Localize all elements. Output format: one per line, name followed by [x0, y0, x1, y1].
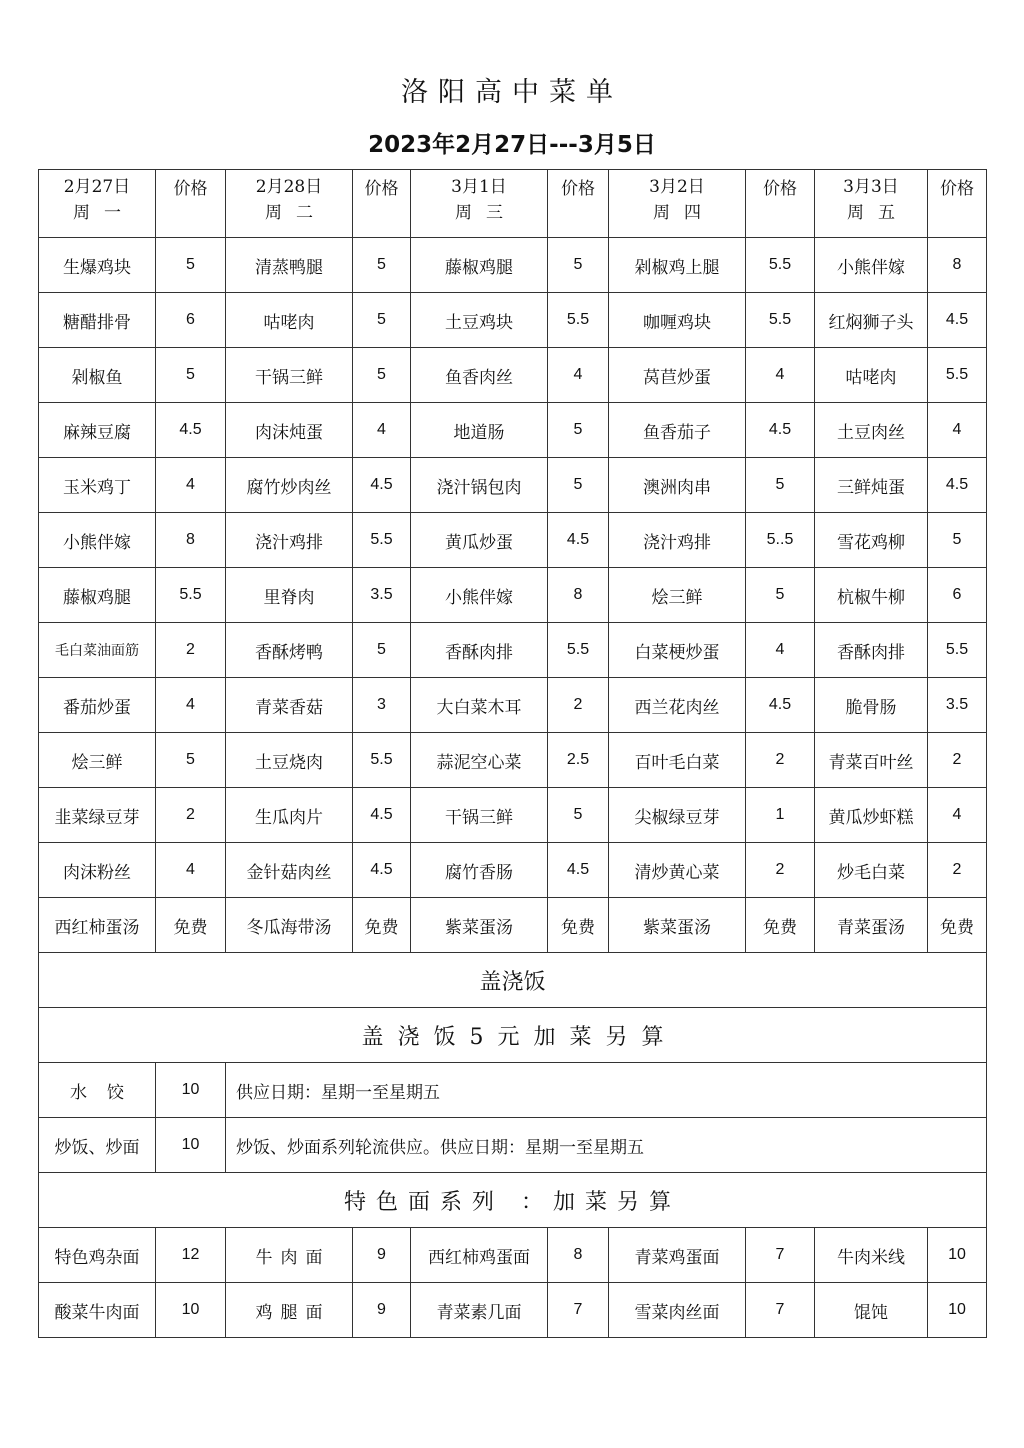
rice-section-note: 盖浇饭5元加菜另算 — [39, 1008, 987, 1063]
dish-price: 3.5 — [928, 678, 987, 733]
dish-price: 5.5 — [548, 623, 609, 678]
rice-item-desc: 供应日期：星期一至星期五 — [226, 1063, 987, 1118]
menu-row — [39, 568, 987, 623]
dish-price: 4 — [928, 403, 987, 458]
dish-name: 藤椒鸡腿 — [411, 238, 548, 293]
dish-price: 5.5 — [548, 293, 609, 348]
dish-name: 剁椒鱼 — [39, 348, 156, 403]
dish-name: 鱼香肉丝 — [411, 348, 548, 403]
dish-price: 6 — [928, 568, 987, 623]
dish-price: 5.5 — [353, 513, 411, 568]
dish-name: 炒毛白菜 — [815, 843, 928, 898]
rice-section-note-row — [39, 1008, 987, 1063]
dish-name: 香酥烤鸭 — [226, 623, 353, 678]
dish-name: 腐竹炒肉丝 — [226, 458, 353, 513]
dish-price: 5 — [353, 348, 411, 403]
dish-name: 糖醋排骨 — [39, 293, 156, 348]
dish-name: 雪花鸡柳 — [815, 513, 928, 568]
dish-price: 4.5 — [746, 403, 815, 458]
noodle-name: 牛肉面 — [226, 1228, 353, 1283]
menu-row — [39, 843, 987, 898]
rice-item-price: 10 — [156, 1063, 226, 1118]
dish-name: 小熊伴嫁 — [815, 238, 928, 293]
dish-price: 2 — [156, 623, 226, 678]
dish-price: 5 — [928, 513, 987, 568]
dish-name: 腐竹香肠 — [411, 843, 548, 898]
noodle-price: 10 — [928, 1283, 987, 1338]
dish-price: 5.5 — [928, 623, 987, 678]
dish-price: 5 — [156, 348, 226, 403]
dish-price: 5.5 — [746, 238, 815, 293]
dish-price: 5 — [548, 788, 609, 843]
dish-price: 4.5 — [928, 458, 987, 513]
dish-name: 莴苣炒蛋 — [609, 348, 746, 403]
header-row — [39, 170, 987, 238]
rice-item-name: 水饺 — [39, 1063, 156, 1118]
price-header: 价格 — [746, 170, 815, 238]
dish-name: 番茄炒蛋 — [39, 678, 156, 733]
dish-price: 免费 — [928, 898, 987, 953]
dish-price: 4.5 — [353, 788, 411, 843]
dish-price: 5 — [156, 238, 226, 293]
dish-name: 土豆鸡块 — [411, 293, 548, 348]
menu-row — [39, 403, 987, 458]
dish-price: 4.5 — [156, 403, 226, 458]
dish-name: 清蒸鸭腿 — [226, 238, 353, 293]
noodle-price: 9 — [353, 1283, 411, 1338]
dish-price: 2 — [548, 678, 609, 733]
dish-price: 4.5 — [746, 678, 815, 733]
rice-item-row — [39, 1118, 987, 1173]
dish-price: 8 — [156, 513, 226, 568]
noodle-name: 酸菜牛肉面 — [39, 1283, 156, 1338]
dish-name: 白菜梗炒蛋 — [609, 623, 746, 678]
noodle-name: 馄饨 — [815, 1283, 928, 1338]
day-header: 2月28日 周二 — [226, 170, 353, 238]
dish-price: 8 — [548, 568, 609, 623]
noodle-price: 7 — [746, 1283, 815, 1338]
dish-name: 烩三鲜 — [39, 733, 156, 788]
noodle-name: 青菜素几面 — [411, 1283, 548, 1338]
price-header: 价格 — [353, 170, 411, 238]
dish-price: 4.5 — [353, 843, 411, 898]
dish-name: 小熊伴嫁 — [411, 568, 548, 623]
dish-name: 藤椒鸡腿 — [39, 568, 156, 623]
dish-name: 咖喱鸡块 — [609, 293, 746, 348]
dish-price: 2 — [928, 733, 987, 788]
dish-name: 肉沫炖蛋 — [226, 403, 353, 458]
dish-name: 麻辣豆腐 — [39, 403, 156, 458]
menu-row — [39, 238, 987, 293]
menu-row — [39, 733, 987, 788]
menu-row — [39, 788, 987, 843]
dish-name: 咕咾肉 — [226, 293, 353, 348]
dish-price: 4 — [746, 348, 815, 403]
dish-price: 4 — [353, 403, 411, 458]
dish-name: 肉沫粉丝 — [39, 843, 156, 898]
dish-price: 2 — [928, 843, 987, 898]
dish-price: 4 — [746, 623, 815, 678]
dish-price: 5..5 — [746, 513, 815, 568]
noodle-price: 12 — [156, 1228, 226, 1283]
dish-price: 2 — [156, 788, 226, 843]
dish-price: 免费 — [548, 898, 609, 953]
dish-price: 5 — [548, 238, 609, 293]
dish-name: 杭椒牛柳 — [815, 568, 928, 623]
dish-price: 1 — [746, 788, 815, 843]
page-title: 洛阳高中菜单 — [401, 77, 623, 108]
dish-name: 干锅三鲜 — [411, 788, 548, 843]
dish-name: 清炒黄心菜 — [609, 843, 746, 898]
dish-price: 3.5 — [353, 568, 411, 623]
dish-name: 生瓜肉片 — [226, 788, 353, 843]
dish-name: 土豆烧肉 — [226, 733, 353, 788]
dish-price: 5 — [548, 403, 609, 458]
dish-price: 5 — [156, 733, 226, 788]
dish-price: 5.5 — [928, 348, 987, 403]
menu-row — [39, 348, 987, 403]
dish-name: 土豆肉丝 — [815, 403, 928, 458]
dish-name: 鱼香茄子 — [609, 403, 746, 458]
dish-name: 小熊伴嫁 — [39, 513, 156, 568]
dish-name: 西兰花肉丝 — [609, 678, 746, 733]
dish-price: 4 — [928, 788, 987, 843]
dish-name: 玉米鸡丁 — [39, 458, 156, 513]
dish-price: 4 — [548, 348, 609, 403]
menu-row — [39, 458, 987, 513]
dish-name: 百叶毛白菜 — [609, 733, 746, 788]
noodle-name: 西红柿鸡蛋面 — [411, 1228, 548, 1283]
dish-name: 浇汁鸡排 — [226, 513, 353, 568]
dish-price: 5.5 — [353, 733, 411, 788]
rice-section-title: 盖浇饭 — [39, 953, 987, 1008]
dish-price: 3 — [353, 678, 411, 733]
noodle-row — [39, 1228, 987, 1283]
day-header: 3月3日 周五 — [815, 170, 928, 238]
noodle-price: 10 — [156, 1283, 226, 1338]
noodle-price: 7 — [548, 1283, 609, 1338]
noodle-name: 特色鸡杂面 — [39, 1228, 156, 1283]
dish-name: 大白菜木耳 — [411, 678, 548, 733]
dish-name: 三鲜炖蛋 — [815, 458, 928, 513]
dish-price: 4 — [156, 678, 226, 733]
dish-price: 4 — [156, 458, 226, 513]
dish-name: 红焖狮子头 — [815, 293, 928, 348]
dish-name: 剁椒鸡上腿 — [609, 238, 746, 293]
dish-price: 4.5 — [548, 513, 609, 568]
price-header: 价格 — [548, 170, 609, 238]
menu-row — [39, 513, 987, 568]
menu-row — [39, 293, 987, 348]
dish-name: 烩三鲜 — [609, 568, 746, 623]
dish-price: 4.5 — [928, 293, 987, 348]
noodle-row — [39, 1283, 987, 1338]
dish-price: 4 — [156, 843, 226, 898]
noodle-name: 鸡腿面 — [226, 1283, 353, 1338]
dish-name: 紫菜蛋汤 — [411, 898, 548, 953]
dish-name: 里脊肉 — [226, 568, 353, 623]
rice-item-price: 10 — [156, 1118, 226, 1173]
menu-row — [39, 623, 987, 678]
dish-price: 5 — [746, 568, 815, 623]
dish-name: 香酥肉排 — [815, 623, 928, 678]
noodle-price: 7 — [746, 1228, 815, 1283]
dish-name: 青菜蛋汤 — [815, 898, 928, 953]
dish-name: 冬瓜海带汤 — [226, 898, 353, 953]
dish-name: 浇汁鸡排 — [609, 513, 746, 568]
dish-price: 免费 — [156, 898, 226, 953]
dish-name: 青菜百叶丝 — [815, 733, 928, 788]
dish-name: 生爆鸡块 — [39, 238, 156, 293]
menu-row — [39, 678, 987, 733]
dish-price: 免费 — [746, 898, 815, 953]
dish-name: 干锅三鲜 — [226, 348, 353, 403]
day-header: 3月1日 周三 — [411, 170, 548, 238]
dish-name: 青菜香菇 — [226, 678, 353, 733]
dish-price: 5.5 — [746, 293, 815, 348]
dish-name: 西红柿蛋汤 — [39, 898, 156, 953]
price-header: 价格 — [928, 170, 987, 238]
dish-name: 地道肠 — [411, 403, 548, 458]
dish-name: 香酥肉排 — [411, 623, 548, 678]
dish-price: 6 — [156, 293, 226, 348]
noodle-name: 雪菜肉丝面 — [609, 1283, 746, 1338]
dish-name: 蒜泥空心菜 — [411, 733, 548, 788]
dish-name: 韭菜绿豆芽 — [39, 788, 156, 843]
noodle-price: 9 — [353, 1228, 411, 1283]
dish-name: 黄瓜炒虾糕 — [815, 788, 928, 843]
dish-price: 4.5 — [548, 843, 609, 898]
dish-price: 5 — [746, 458, 815, 513]
dish-price: 5 — [548, 458, 609, 513]
noodle-price: 8 — [548, 1228, 609, 1283]
dish-price: 免费 — [353, 898, 411, 953]
noodle-section-title: 特色面系列 ：加菜另算 — [39, 1173, 987, 1228]
price-header: 价格 — [156, 170, 226, 238]
dish-price: 2.5 — [548, 733, 609, 788]
day-header: 3月2日 周四 — [609, 170, 746, 238]
dish-name: 咕咾肉 — [815, 348, 928, 403]
dish-name: 尖椒绿豆芽 — [609, 788, 746, 843]
rice-section-title-row — [39, 953, 987, 1008]
dish-price: 2 — [746, 733, 815, 788]
noodle-price: 10 — [928, 1228, 987, 1283]
dish-price: 5 — [353, 623, 411, 678]
rice-item-name: 炒饭、炒面 — [39, 1118, 156, 1173]
noodle-name: 牛肉米线 — [815, 1228, 928, 1283]
dish-price: 2 — [746, 843, 815, 898]
dish-price: 5.5 — [156, 568, 226, 623]
noodle-name: 青菜鸡蛋面 — [609, 1228, 746, 1283]
menu-table — [38, 169, 987, 1338]
menu-row — [39, 898, 987, 953]
dish-price: 8 — [928, 238, 987, 293]
dish-price: 5 — [353, 238, 411, 293]
dish-name: 紫菜蛋汤 — [609, 898, 746, 953]
dish-name: 毛白菜油面筋 — [39, 623, 156, 678]
rice-item-desc: 炒饭、炒面系列轮流供应。供应日期：星期一至星期五 — [226, 1118, 987, 1173]
date-range: 2023年2月27日---3月5日 — [368, 132, 656, 158]
dish-name: 金针菇肉丝 — [226, 843, 353, 898]
dish-name: 澳洲肉串 — [609, 458, 746, 513]
day-header: 2月27日 周一 — [39, 170, 156, 238]
dish-name: 脆骨肠 — [815, 678, 928, 733]
dish-price: 4.5 — [353, 458, 411, 513]
dish-price: 5 — [353, 293, 411, 348]
dish-name: 浇汁锅包肉 — [411, 458, 548, 513]
rice-item-row — [39, 1063, 987, 1118]
noodle-section-title-row — [39, 1173, 987, 1228]
dish-name: 黄瓜炒蛋 — [411, 513, 548, 568]
